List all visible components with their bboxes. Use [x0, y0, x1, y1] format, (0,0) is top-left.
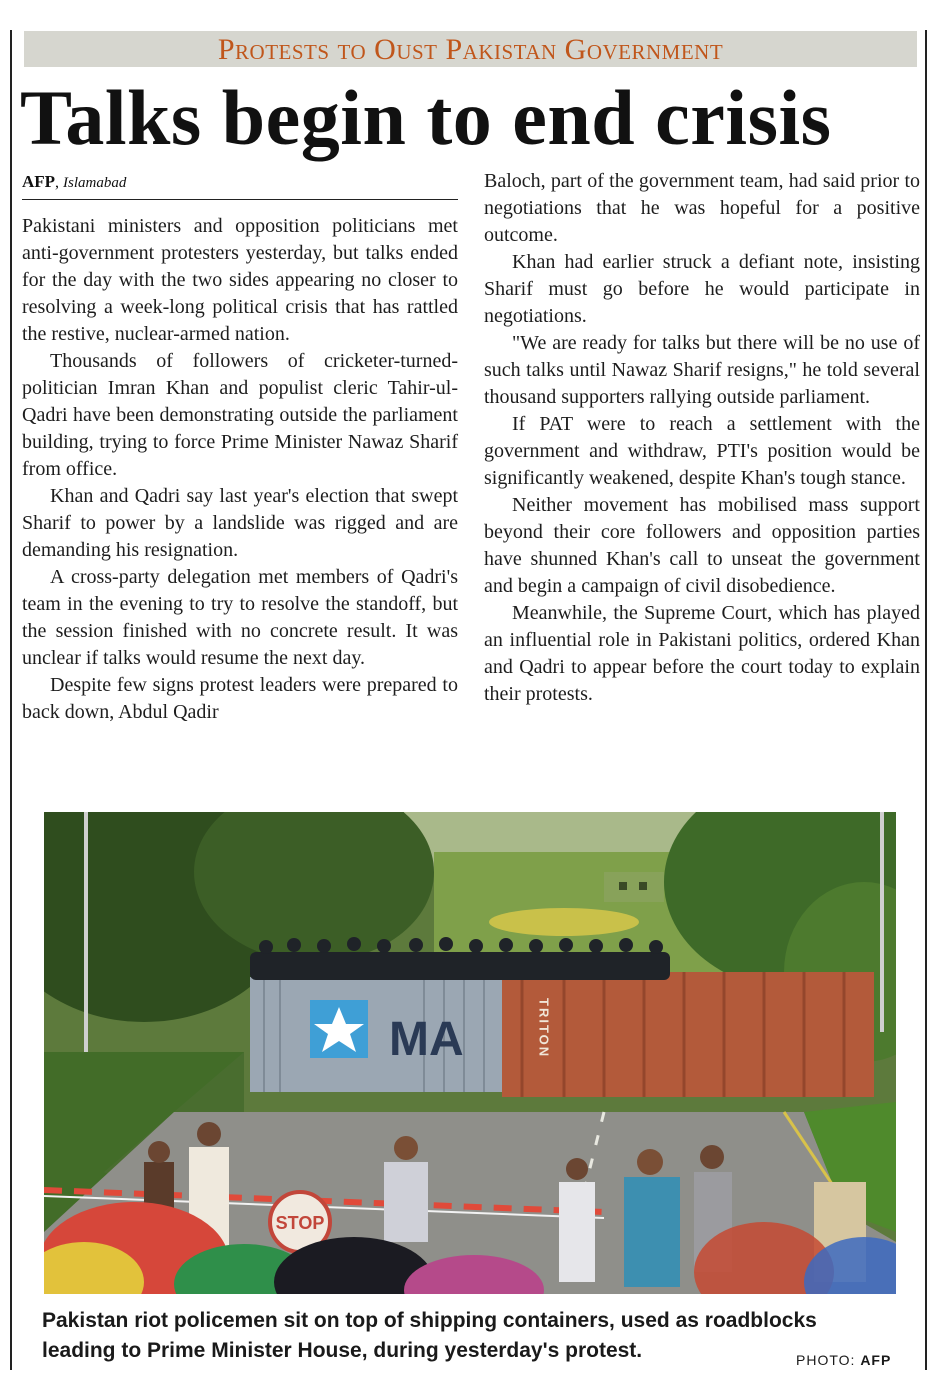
byline	[22, 172, 126, 192]
byline-rule	[22, 199, 458, 200]
paragraph: If PAT were to reach a settlement with the government and withdraw, PTI's position would be significantly weakened, despite Khan's tough stance.	[484, 413, 920, 489]
small-building	[604, 872, 664, 902]
hedge	[489, 908, 639, 936]
frame-right-rule	[925, 30, 927, 1370]
container-orange	[502, 972, 874, 1097]
paragraph: "We are ready for talks but there will be no use of such talks until Nawaz Sharif resigns," he told several thousand supporters rallying outside parliament.	[484, 332, 920, 408]
paragraph: Baloch, part of the government team, had said prior to negotiations that he was hopeful for a positive outcome.	[484, 170, 920, 246]
photo-credit	[796, 1352, 891, 1368]
paragraph: Neither movement has mobilised mass support beyond their core followers and opposition parties have shunned Khan's call to unseat the government and begin a campaign of civil disobedience.	[484, 494, 920, 597]
byline-agency: AFP	[22, 172, 56, 191]
news-photo	[44, 812, 896, 1294]
article-column-right	[484, 168, 920, 708]
paragraph: Khan had earlier struck a defiant note, insisting Sharif must go before he would participate in negotiations.	[484, 251, 920, 327]
stop-sign-text: STOP	[275, 1213, 325, 1233]
paragraph: Khan and Qadri say last year's election that swept Sharif to power by a landslide was rigged and are demanding his resignation.	[22, 485, 458, 561]
paragraph: A cross-party delegation met members of Qadri's team in the evening to try to resolve the standoff, but the session finished with no concrete result. It was unclear if talks would resume the next day.	[22, 566, 458, 669]
container-right-text: TRITON	[536, 998, 552, 1059]
paragraph: Meanwhile, the Supreme Court, which has played an influential role in Pakistani politics, ordered Khan and Qadri to appear before the court today to explain their protests.	[484, 602, 920, 705]
kicker-bar	[24, 31, 917, 67]
paragraph: Despite few signs protest leaders were prepared to back down, Abdul Qadir	[22, 674, 458, 723]
container-left-text: MA	[389, 1013, 464, 1066]
paragraph: Thousands of followers of cricketer-turned-politician Imran Khan and populist cleric Tahir-ul-Qadri have been demonstrating outside the parliament building, trying to force Prime Minister Nawaz Sharif from office.	[22, 350, 458, 480]
kicker: Protests to Oust Pakistan Government	[217, 33, 724, 66]
paragraph: Pakistani ministers and opposition politicians met anti-government protesters yesterday, but talks ended for the day with the two sides appearing no closer to resolving a week-long political crisis that has rattled the restive, nuclear-armed nation.	[22, 215, 458, 345]
article-column-left	[22, 213, 458, 726]
photo-credit-source: AFP	[860, 1352, 892, 1368]
byline-separator: ,	[55, 174, 60, 191]
photo-credit-label: PHOTO:	[796, 1352, 856, 1368]
byline-location: Islamabad	[63, 175, 127, 191]
frame-left-rule	[10, 30, 12, 1370]
headline: Talks begin to end crisis	[20, 74, 832, 161]
photo-caption: Pakistan riot policemen sit on top of shipping containers, used as roadblocks leading to Prime Minister House, during yesterday's protest.	[42, 1309, 817, 1362]
